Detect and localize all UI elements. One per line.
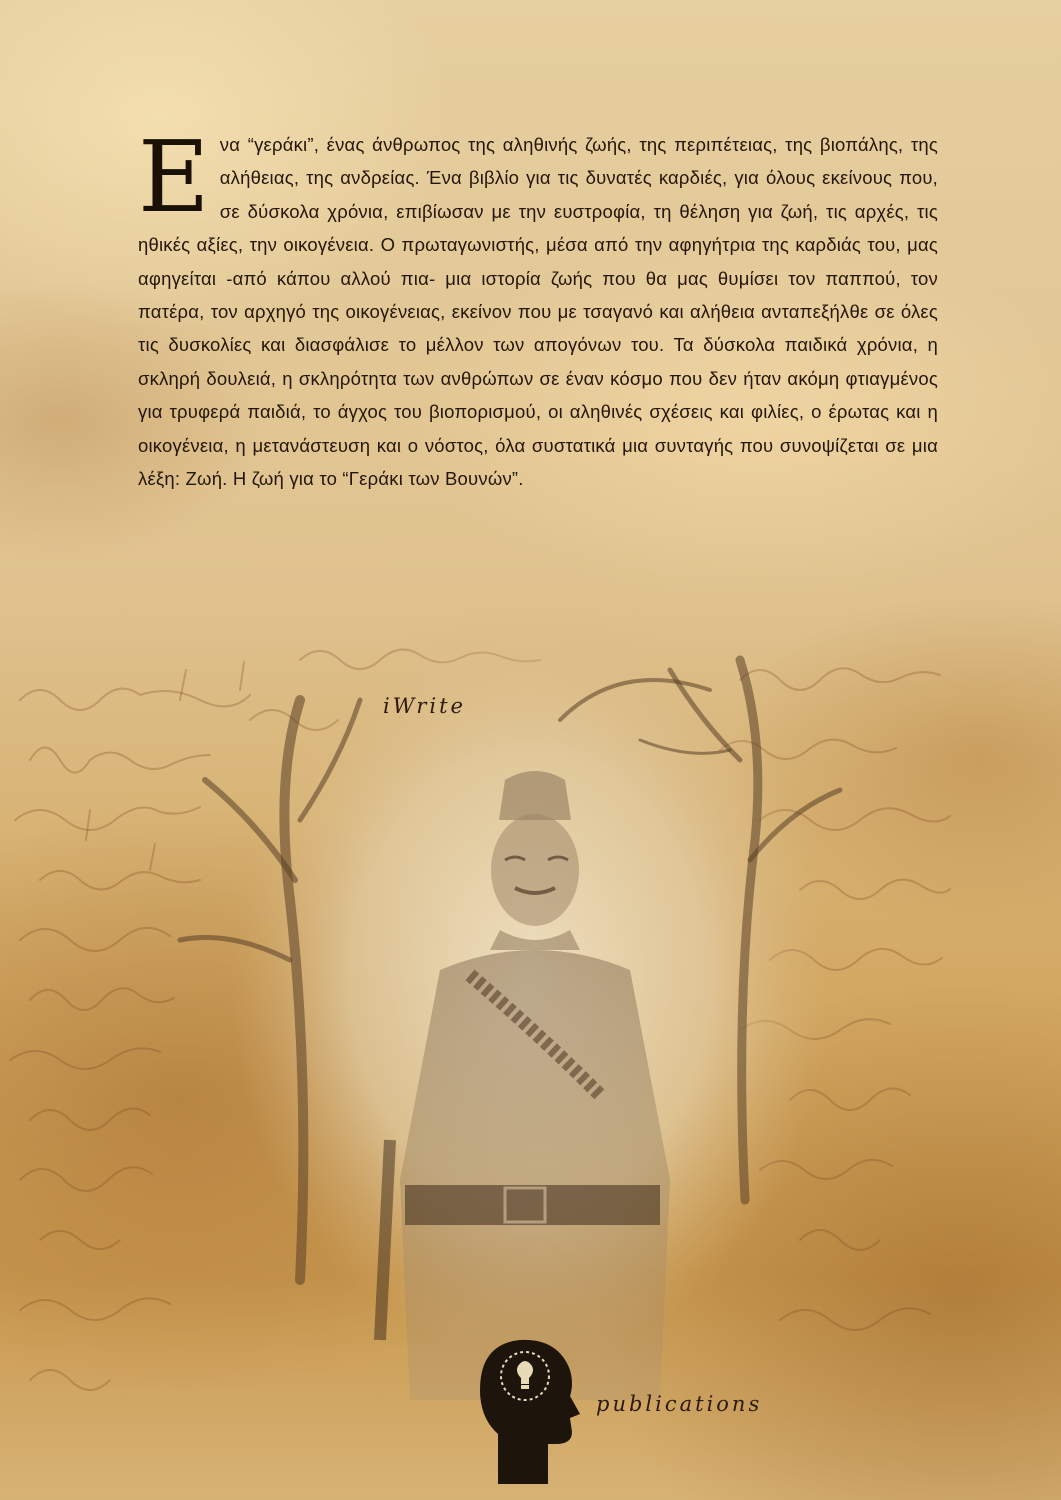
intro-body: να “γεράκι”, ένας άνθρωπος της αληθινής ζωής, της περιπέτειας, της βιοπάλης, της αλήθειας, της ανδρείας. Ένα βιβλίο για τις δυνατές καρδιές, για όλους εκείνους που, σε δύσκολα χρόνια, επιβίωσαν με την ευστροφία, τη θέληση για ζωή, τις αρχές, τις ηθικές αξίες, την οικογένεια. Ο πρωταγωνιστής, μέσα από την αφηγήτρια της καρδιάς του, μας αφηγείται -από κάπου αλλού πια- μια ιστορία ζωής που θα μας θυμίσει τον παππού, τον πατέρα, τον αρχηγό της οικογένειας, εκείνον που με τσαγανό και αλήθεια ανταπεξήλθε σε όλες τις δυσκολίες και διασφάλισε το μέλλον των απογόνων του. Τα δύσκολα παιδικά χρόνια, η σκληρή δουλειά, η σκληρότητα των ανθρώπων σε έναν κόσμο που δεν ήταν ακόμη φτιαγμένος για τρυφερά παιδιά, το άγχος του βιοπορισμού, οι αληθινές σχέσεις και φιλίες, ο έρωτας και η οικογένεια, η μετανάστευση και ο νόστος, όλα συστατικά μια συνταγής που συνοψίζεται σε μια λέξη: Ζωή. Η ζωή για το “Γεράκι των Βουνών”. bbox=[138, 134, 938, 490]
publisher-name-right: publications bbox=[596, 1392, 763, 1416]
intro-paragraph bbox=[138, 121, 938, 495]
intro-text bbox=[138, 121, 938, 495]
drop-cap: Ε bbox=[138, 121, 210, 235]
publisher-name-left: iWrite bbox=[383, 694, 466, 718]
head-lightbulb-icon bbox=[480, 1336, 580, 1486]
